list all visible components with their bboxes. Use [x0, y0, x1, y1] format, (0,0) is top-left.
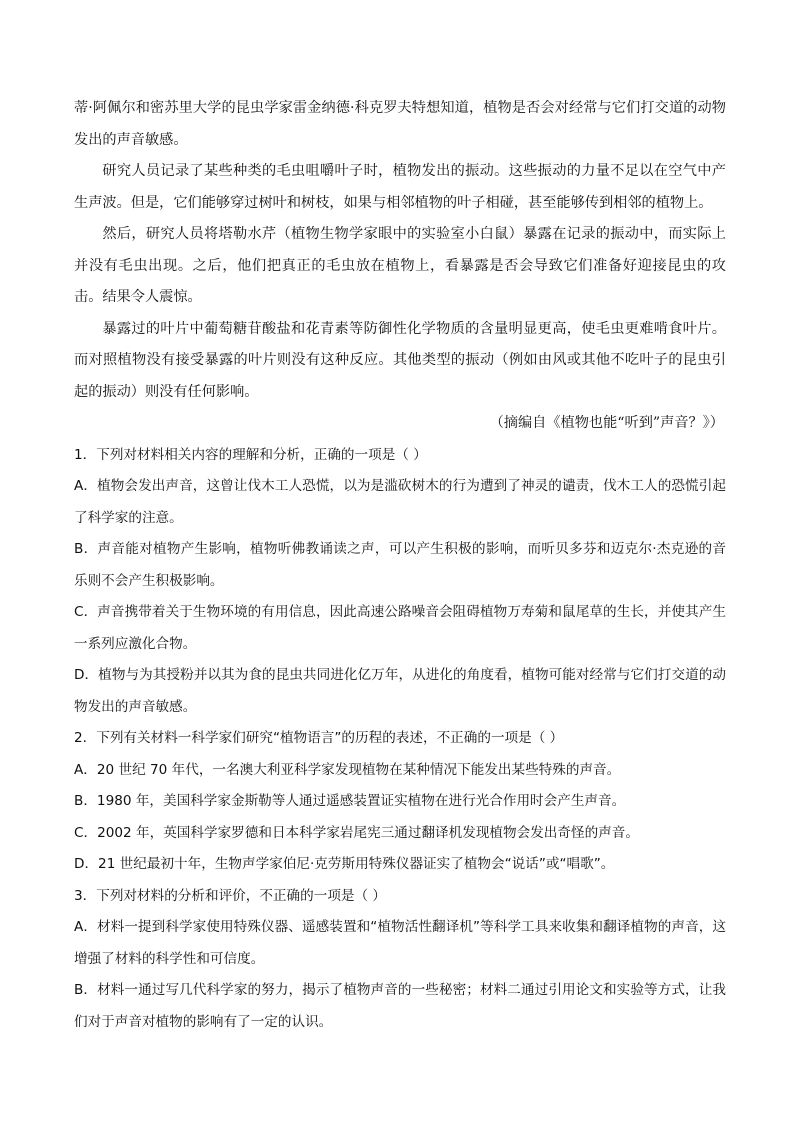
question-1-option-c: C．声音携带着关于生物环境的有用信息，因此高速公路噪音会阻碍植物万寿菊和鼠尾草的生长，并使其产生一系列应激化合物。	[74, 604, 726, 652]
passage-paragraph-2: 研究人员记录了某些种类的毛虫咀嚼叶子时，植物发出的振动。这些振动的力量不足以在空气中产生声波。但是，它们能够穿过树叶和树枝，如果与相邻植物的叶子相碰，甚至能够传到相邻的植物上。	[74, 163, 726, 211]
question-1-stem: 1．下列对材料相关内容的理解和分析，正确的一项是（ ）	[74, 446, 427, 463]
passage-paragraph-3: 然后，研究人员将塔勒水芹（植物生物学家眼中的实验室小白鼠）暴露在记录的振动中，而实际上并没有毛虫出现。之后，他们把真正的毛虫放在植物上，看暴露是否会导致它们准备好迎接昆虫的攻击。结果令人震惊。	[74, 226, 726, 305]
question-2-option-b: B．1980 年，美国科学家金斯勒等人通过遥感装置证实植物在进行光合作用时会产生声音。	[74, 793, 626, 809]
question-2-option-c: C．2002 年，英国科学家罗德和日本科学家岩尾宪三通过翻译机发现植物会发出奇怪的声音。	[74, 824, 639, 841]
question-2-stem: 2．下列有关材料一科学家们研究“植物语言”的历程的表述，不正确的一项是（ ）	[74, 730, 564, 746]
question-3-stem: 3．下列对材料的分析和评价，不正确的一项是（ ）	[74, 887, 387, 904]
document-page	[74, 93, 726, 1038]
passage-paragraph-4: 暴露过的叶片中葡萄糖苷酸盐和花青素等防御性化学物质的含量明显更高，使毛虫更难啃食叶片。而对照植物没有接受暴露的叶片则没有这种反应。其他类型的振动（例如由风或其他不吃叶子的昆虫引起的振动）则没有任何影响。	[74, 320, 726, 400]
question-1-option-a: A．植物会发出声音，这曾让伐木工人恐慌，以为是滥砍树木的行为遭到了神灵的谴责，伐木工人的恐慌引起了科学家的注意。	[74, 478, 726, 526]
passage-paragraph-1: 蒂·阿佩尔和密苏里大学的昆虫学家雷金纳德·科克罗夫特想知道，植物是否会对经常与它们打交道的动物发出的声音敏感。	[74, 100, 726, 148]
question-2-option-a: A．20 世纪 70 年代，一名澳大利亚科学家发现植物在某种情况下能发出某些特殊的声音。	[74, 761, 621, 778]
question-3-option-b: B．材料一通过写几代科学家的努力，揭示了植物声音的一些秘密；材料二通过引用论文和实验等方式，让我们对于声音对植物的影响有了一定的认识。	[74, 982, 726, 1030]
question-2-option-d: D．21 世纪最初十年，生物声学家伯尼·克劳斯用特殊仪器证实了植物会“说话”或“唱歌”。	[74, 856, 615, 872]
passage-source: （摘编自《植物也能“听到”声音？》）	[489, 415, 724, 431]
question-1-option-d: D．植物与为其授粉并以其为食的昆虫共同进化亿万年，从进化的角度看，植物可能对经常与它们打交道的动物发出的声音敏感。	[74, 667, 726, 715]
question-3-option-a: A．材料一提到科学家使用特殊仪器、遥感装置和“植物活性翻译机”等科学工具来收集和翻译植物的声音，这增强了材料的科学性和可信度。	[74, 919, 726, 967]
question-1-option-b: B．声音能对植物产生影响，植物听佛教诵读之声，可以产生积极的影响，而听贝多芬和迈克尔·杰克逊的音乐则不会产生积极影响。	[74, 541, 726, 589]
